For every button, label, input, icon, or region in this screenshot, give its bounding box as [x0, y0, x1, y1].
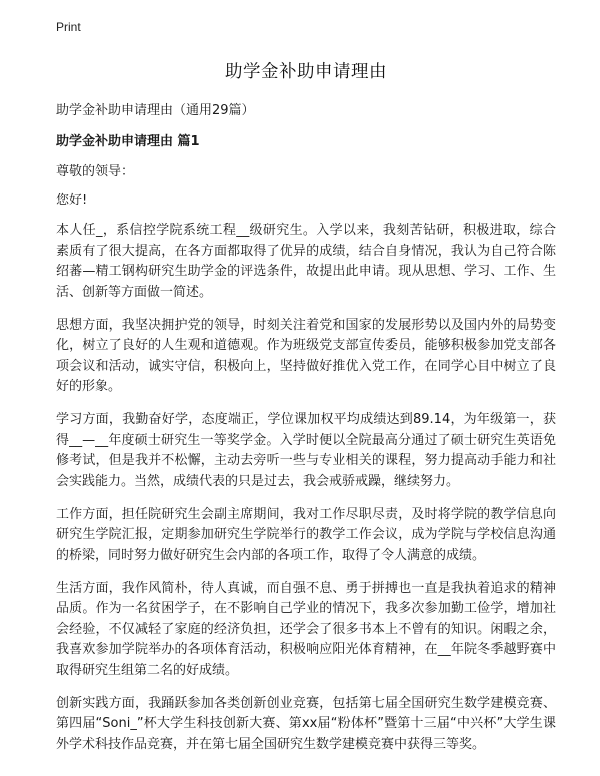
paragraph-work: 工作方面，担任院研究生会副主席期间，我对工作尽职尽责，及时将学院的教学信息向研究生学院汇报，定期参加研究生学院举行的教学工作会议，成为学院与学校信息沟通的桥梁，同时努力做好研究生会内部的各项工作，取得了令人满意的成绩。 [56, 506, 556, 563]
greeting: 您好! [56, 193, 88, 208]
paragraph-thought: 思想方面，我坚决拥护党的领导，时刻关注着党和国家的发展形势以及国内外的局势变化，树立了良好的人生观和道德观。作为班级党支部宣传委员，能够积极参加党支部各项会议和活动，诚实守信，积极向上，坚持做好推优入党工作，在同学心目中树立了良好的形象。 [56, 317, 556, 394]
paragraph-innovation: 创新实践方面，我踊跃参加各类创新创业竞赛，包括第七届全国研究生数学建模竞赛、第四届“Soni_”杯大学生科技创新大赛、第xx届“粉体杯”暨第十三届“中兴杯”大学生课外学术科技作品竞赛，并在第七届全国研究生数学建模竞赛中获得三等奖。 [56, 695, 556, 752]
paragraph-life: 生活方面，我作风简朴，待人真诚，而自强不息、勇于拼搏也一直是我执着追求的精神品质。作为一名贫困学子，在不影响自己学业的情况下，我多次参加勤工俭学，增加社会经验，不仅减轻了家庭的经济负担，还学会了很多书本上不曾有的知识。闲暇之余，我喜欢参加学院举办的各项体育活动，积极响应阳光体育精神，在__年院冬季越野赛中取得研究生组第二名的好成绩。 [56, 580, 556, 678]
paragraph-intro: 本人任_，系信控学院系统工程__级研究生。入学以来，我刻苦钻研，积极进取，综合素质有了很大提高，在各方面都取得了优异的成绩，结合自身情况，我认为自己符合陈绍蕃—精工钢构研究生助学金的评选条件，故提出此申请。现从思想、学习、工作、生活、创新等方面做一简述。 [56, 223, 556, 300]
print-link[interactable]: Print [56, 20, 81, 34]
document-subtitle: 助学金补助申请理由（通用29篇） [56, 103, 255, 118]
page-title: 助学金补助申请理由 [225, 62, 387, 82]
paragraph-study: 学习方面，我勤奋好学，态度端正，学位课加权平均成绩达到89.14，为年级第一，获得__—__年度硕士研究生一等奖学金。入学时便以全院最高分通过了硕士研究生英语免修考试，但是我并不松懈，主动去旁听一些与专业相关的课程，努力提高动手能力和社会实践能力。当然，成绩代表的只是过去，我会戒骄戒躁，继续努力。 [56, 412, 556, 489]
section-heading: 助学金补助申请理由 篇1 [56, 134, 200, 149]
salutation: 尊敬的领导： [56, 164, 135, 179]
